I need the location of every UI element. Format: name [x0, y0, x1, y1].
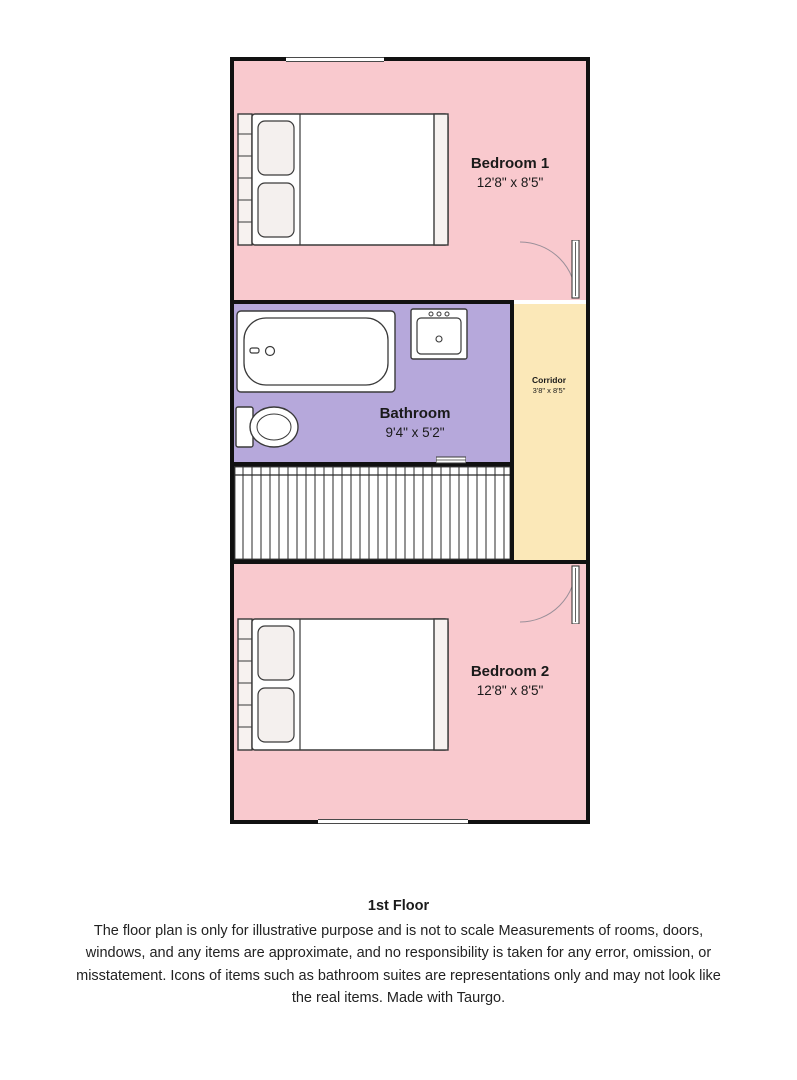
room-corridor [511, 304, 586, 560]
label-corridor-name: Corridor [532, 375, 566, 385]
plan-caption [0, 898, 797, 1010]
label-bedroom1 [435, 154, 585, 192]
label-bathroom-dimensions: 9'4" x 5'2" [385, 425, 445, 441]
door-swing-icon-bedroom1 [512, 240, 588, 304]
door-icon-bathroom [436, 453, 466, 465]
floor-title: 1st Floor [367, 898, 430, 914]
label-bedroom1-dimensions: 12'8" x 8'5" [476, 175, 544, 191]
window-icon-bottom [318, 819, 468, 824]
label-corridor-dimensions: 3'8" x 8'5" [532, 386, 566, 396]
floor-plan [230, 57, 590, 824]
wall-corridor-left [510, 300, 514, 564]
label-bedroom2-name: Bedroom 2 [470, 663, 550, 680]
label-bathroom-name: Bathroom [379, 405, 451, 422]
label-bedroom2 [435, 662, 585, 700]
label-bedroom2-dimensions: 12'8" x 8'5" [476, 683, 544, 699]
label-bathroom [335, 404, 495, 442]
wall-bathroom-stairs [230, 462, 514, 466]
label-corridor [515, 375, 583, 397]
wall-bedroom1-bathroom [230, 300, 514, 304]
bathtub-icon [236, 310, 396, 393]
sink-icon [410, 308, 468, 360]
staircase-icon [234, 466, 511, 560]
bed-icon-bedroom2 [234, 617, 454, 752]
bed-icon-bedroom1 [234, 112, 454, 247]
toilet-icon [235, 397, 302, 457]
window-icon-top [286, 57, 384, 62]
label-bedroom1-name: Bedroom 1 [470, 155, 550, 172]
disclaimer-text: The floor plan is only for illustrative purpose and is not to scale Measurements of rooms, doors, windows, and any items are approximate, and no responsibility is taken for any error, omission, or misstatement. Icons of items such as bathroom suites are representations only and may not look like the real items. Made with Taurgo. [76, 923, 721, 1007]
door-swing-icon-bedroom2 [512, 560, 588, 624]
